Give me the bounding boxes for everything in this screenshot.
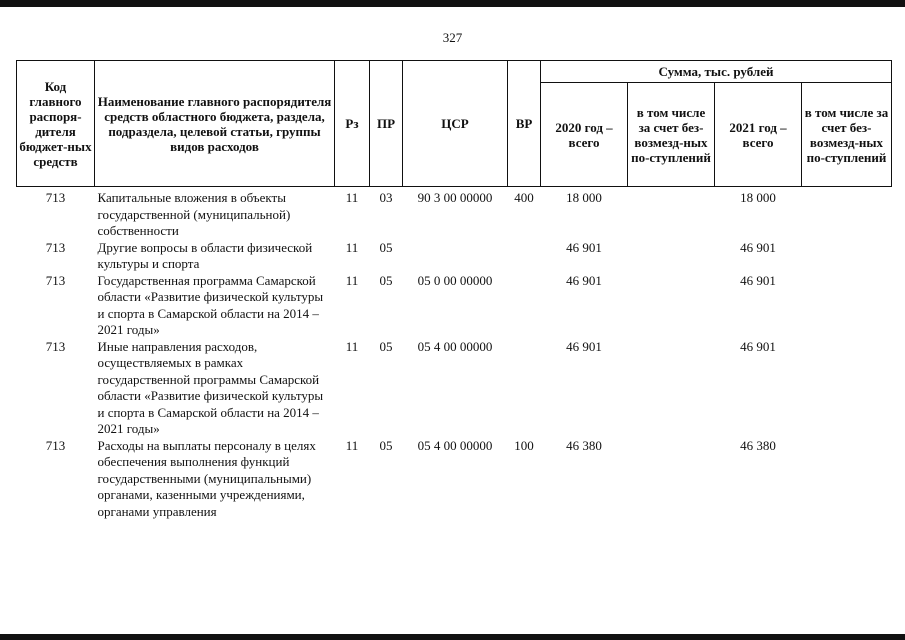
cell-kod: 713 [45,239,66,255]
cell-vr [508,273,541,339]
cell-2020-total: 46 380 [566,437,602,453]
cell-2020-gratis [628,240,715,273]
cell-2020-gratis [628,339,715,438]
table-row [17,187,892,240]
header-rz: Рз [335,61,370,187]
cell-name: Другие вопросы в области физической культуры и спорта [97,239,313,271]
cell-vr [508,339,541,438]
cell-rz: 11 [345,437,359,453]
header-2020-total: 2020 год – всего [541,83,628,187]
cell-csr: 05 4 00 00000 [417,437,493,453]
cell-2020-total: 46 901 [566,239,602,255]
cell-2021-gratis [802,240,892,273]
cell-csr: 90 3 00 00000 [417,190,493,205]
cell-kod: 713 [45,338,66,354]
cell-rz: 11 [345,190,359,205]
header-sum-group: Сумма, тыс. рублей [541,61,892,83]
cell-pr: 05 [379,338,393,354]
cell-name: Расходы на выплаты персоналу в целях обеспечения выполнения функций государственными (муниципальными) органами, казенными учреждениями, органами управления [97,437,316,519]
cell-pr: 05 [379,239,393,255]
budget-table [16,60,892,520]
cell-2020-total: 46 901 [566,338,602,354]
cell-2021-gratis [802,273,892,339]
header-2020-gratis: в том числе за счет без-возмезд-ных по-ступлений [628,83,715,187]
cell-pr: 05 [379,272,393,288]
cell-vr: 100 [514,437,534,453]
cell-2020-gratis [628,438,715,521]
cell-2020-gratis [628,273,715,339]
cell-2021-total: 46 901 [740,272,776,288]
table-row [17,438,892,521]
cell-kod: 713 [45,437,66,453]
page-number: 327 [442,30,463,45]
cell-csr: 05 0 00 00000 [417,272,493,288]
cell-name: Государственная программа Самарской области «Развитие физической культуры и спорта в Самарской области на 2014 – 2021 годы» [97,272,324,337]
cell-kod: 713 [45,272,66,288]
cell-vr [508,240,541,273]
cell-2021-gratis [802,339,892,438]
cell-2020-gratis [628,187,715,240]
cell-csr [403,240,508,273]
header-name: Наименование главного распорядителя средств областного бюджета, раздела, подраздела, целевой статьи, группы видов расходов [95,61,335,187]
table-row [17,273,892,339]
cell-2021-gratis [802,187,892,240]
cell-name: Капитальные вложения в объекты государственной (муниципальной) собственности [97,190,291,238]
header-csr: ЦСР [403,61,508,187]
header-vr: ВР [508,61,541,187]
cell-vr: 400 [514,190,534,205]
cell-kod: 713 [45,190,66,205]
table-row [17,339,892,438]
cell-2021-total: 46 901 [740,239,776,255]
cell-2020-total: 46 901 [566,272,602,288]
cell-2021-gratis [802,438,892,521]
cell-2021-total: 46 380 [740,437,776,453]
header-pr: ПР [370,61,403,187]
cell-rz: 11 [345,239,359,255]
cell-2020-total: 18 000 [566,190,602,205]
cell-csr: 05 4 00 00000 [417,338,493,354]
cell-rz: 11 [345,338,359,354]
cell-pr: 03 [379,190,393,205]
table-body [17,187,892,521]
cell-2021-total: 46 901 [740,338,776,354]
header-2021-gratis: в том числе за счет без-возмезд-ных по-ступлений [802,83,892,187]
top-border [0,0,905,7]
cell-2021-total: 18 000 [740,190,776,205]
bottom-border [0,634,905,640]
header-2021-total: 2021 год – всего [715,83,802,187]
header-kod: Код главного распоря-дителя бюджет-ных средств [17,61,95,187]
table-row [17,240,892,273]
cell-pr: 05 [379,437,393,453]
cell-rz: 11 [345,272,359,288]
cell-name: Иные направления расходов, осуществляемых в рамках государственной программы Самарской области «Развитие физической культуры и спорта в Самарской области на 2014 – 2021 годы» [97,338,324,436]
table-header [17,61,892,187]
